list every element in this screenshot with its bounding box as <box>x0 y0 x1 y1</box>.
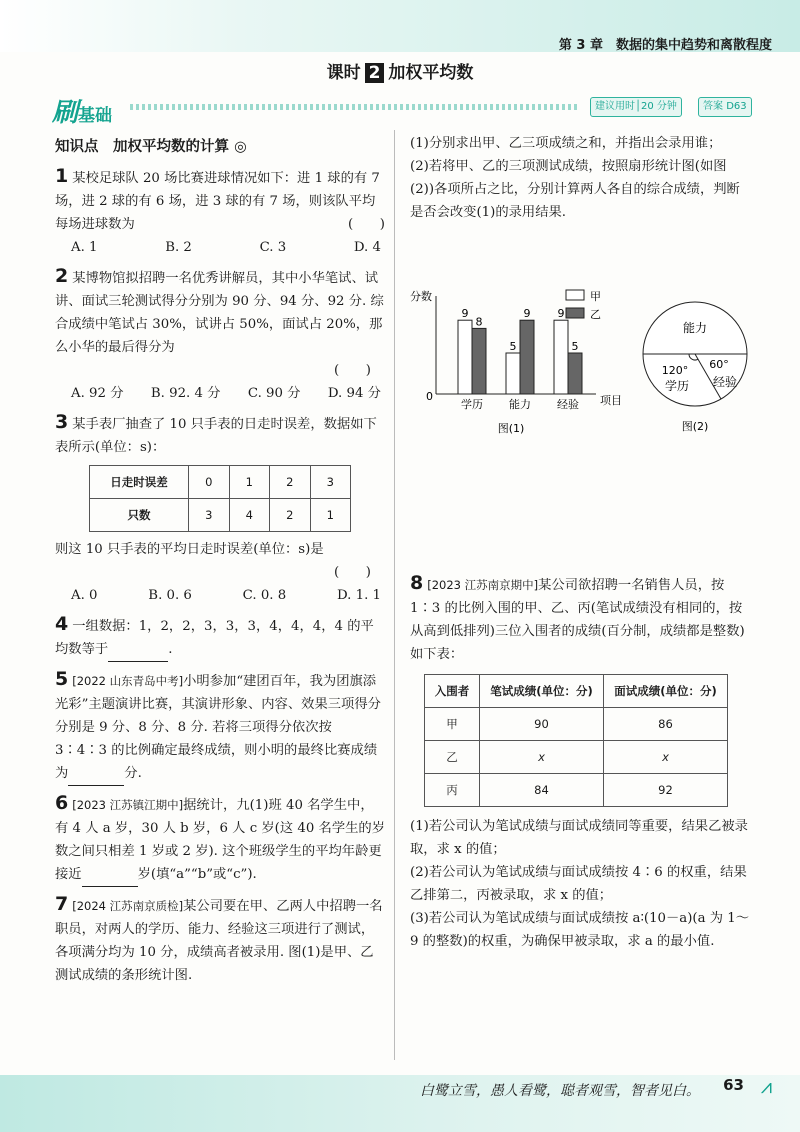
q2-options <box>55 382 385 405</box>
table-cell: x <box>480 741 604 774</box>
q7-number: 7 <box>55 893 69 915</box>
table-row <box>90 466 351 499</box>
q3-option-a[interactable]: A. 0 <box>71 588 98 603</box>
q8-sub3: (3)若公司认为笔试成绩与面试成绩按 a∶(10－a)(a 为 1～9 的整数)的权重，为确保甲被录取，求 a 的最小值. <box>410 911 750 949</box>
q1-option-b[interactable]: B. 2 <box>165 240 192 255</box>
q6-text: 据统计，九(1)班 40 名学生中，有 4 人 a 岁，30 人 b 岁，6 人 c 岁(这 40 名学生的岁数之间只相差 1 岁或 2 岁). 这个班级学生的平均年龄更接近 <box>55 798 386 882</box>
question-1 <box>55 165 385 259</box>
table-header: 入围者 <box>425 675 480 708</box>
q3-option-b[interactable]: B. 0. 6 <box>148 588 192 603</box>
tag-small: 基础 <box>78 106 113 126</box>
q1-text: 某校足球队 20 场比赛进球情况如下：进 1 球的有 7 场，进 2 球的有 6 场，进 3 球的有 7 场，则该队平均每场进球数为 <box>55 171 380 232</box>
table-cell: 2 <box>270 499 311 532</box>
q2-option-b[interactable]: B. 92. 4 分 <box>150 386 221 401</box>
lesson-prefix: 课时 <box>326 63 361 83</box>
bar-chart-figure <box>406 282 622 442</box>
q6-end: 岁(填“a”“b”或“c”). <box>137 867 257 882</box>
question-5 <box>55 668 385 786</box>
q3-text: 某手表厂抽查了 10 只手表的日走时误差，数据如下表所示(单位：s)： <box>55 417 377 455</box>
table-cell: x <box>604 741 728 774</box>
bar-label: 5 <box>571 340 579 353</box>
q6-blank[interactable] <box>82 863 138 887</box>
table-cell: 0 <box>189 466 230 499</box>
q3-option-c[interactable]: C. 0. 8 <box>242 588 287 603</box>
q2-paren: ( ) <box>334 363 371 378</box>
legend-swatch <box>566 290 584 300</box>
figure-caption: 图(2) <box>681 420 709 433</box>
x-tick-label: 经验 <box>557 398 579 411</box>
table-row <box>425 708 728 741</box>
table-cell: 3 <box>310 466 351 499</box>
q5-end: 分. <box>124 766 142 781</box>
q2-option-c[interactable]: C. 90 分 <box>247 386 301 401</box>
pie-chart <box>620 296 770 442</box>
table-row <box>90 499 351 532</box>
bar-乙-能力 <box>520 320 534 394</box>
question-2 <box>55 265 385 405</box>
q3-number: 3 <box>55 411 69 433</box>
legend-label: 乙 <box>590 308 601 321</box>
right-column <box>410 132 750 224</box>
q2-option-a[interactable]: A. 92 分 <box>71 386 124 401</box>
table-header-row <box>425 675 728 708</box>
left-column <box>55 136 385 987</box>
q2-number: 2 <box>55 265 69 287</box>
lesson-number: 2 <box>365 63 385 83</box>
table-cell: 丙 <box>425 774 480 807</box>
table-cell: 只数 <box>90 499 189 532</box>
q5-source: [2022 山东青岛中考] <box>72 674 184 688</box>
question-6 <box>55 792 385 887</box>
answer-value: D63 <box>726 101 747 112</box>
bar-label: 9 <box>523 307 531 321</box>
q1-paren: ( ) <box>348 217 385 232</box>
q2-option-d[interactable]: D. 94 分 <box>327 386 381 401</box>
q4-end: . <box>168 642 173 657</box>
question-7 <box>55 893 385 987</box>
q1-option-a[interactable]: A. 1 <box>71 240 98 255</box>
q1-options <box>55 236 385 259</box>
q6-number: 6 <box>55 792 69 814</box>
compass-icon: ⩘ <box>760 1074 772 1098</box>
q7-source: [2024 江苏南京质检] <box>72 899 184 913</box>
bar-chart <box>406 282 622 442</box>
q8-sub2: (2)若公司认为笔试成绩与面试成绩按 4∶6 的权重，结果乙排第二，丙被录取，求 x 的值； <box>410 865 747 903</box>
time-value: 20 分钟 <box>641 101 677 112</box>
bar-甲-能力 <box>506 353 520 394</box>
bar-乙-经验 <box>568 353 582 394</box>
question-8 <box>410 572 750 953</box>
table-row <box>425 741 728 774</box>
table-row <box>425 774 728 807</box>
pie-angle-label: 60° <box>709 358 729 371</box>
q3-options <box>55 584 385 607</box>
pie-angle-label: 120° <box>661 364 689 377</box>
column-divider <box>394 130 395 1060</box>
question-3 <box>55 411 385 607</box>
q7-sub1: (1)分别求出甲、乙三项成绩之和，并指出会录用谁； <box>410 136 722 151</box>
time-pill: 建议用时│20 分钟 <box>590 97 682 117</box>
bar-label: 8 <box>475 315 483 329</box>
y-axis-label: 分数 <box>410 290 432 303</box>
q3-table <box>89 465 351 532</box>
q2-text: 某博物馆拟招聘一名优秀讲解员，其中小华笔试、试讲、面试三轮测试得分分别为 90 分、94 分、92 分. 综合成绩中笔试占 30%，试讲占 50%，面试占 20%，那么小华的最后得分为 <box>55 271 384 355</box>
q8-number: 8 <box>410 572 424 594</box>
time-label: 建议用时 <box>595 101 635 112</box>
legend-label: 甲 <box>590 290 601 303</box>
table-cell: 1 <box>229 466 270 499</box>
table-cell: 1 <box>310 499 351 532</box>
lesson-name: 加权平均数 <box>388 63 474 83</box>
pie-chart-figure <box>620 296 770 442</box>
q8-text: 某公司欲招聘一名销售人员，按 1∶3 的比例入围的甲、乙、丙(笔试成绩没有相同的，按从高到低排列)三位入围者的成绩(百分制，成绩都是整数)如下表： <box>410 578 745 662</box>
table-cell: 日走时误差 <box>90 466 189 499</box>
bar-label: 9 <box>557 307 565 321</box>
tag-big: 刷 <box>52 98 79 128</box>
q5-number: 5 <box>55 668 69 690</box>
page-number: 63 <box>723 1076 744 1094</box>
bar-甲-经验 <box>554 320 568 394</box>
legend-swatch <box>566 308 584 318</box>
pie-slice-label: 能力 <box>682 321 708 335</box>
q3-text2: 则这 10 只手表的平均日走时误差(单位：s)是 <box>55 542 324 557</box>
target-icon: ◎ <box>234 139 247 155</box>
q5-blank[interactable] <box>68 762 124 786</box>
question-4 <box>55 613 385 662</box>
table-cell: 甲 <box>425 708 480 741</box>
q8-table <box>424 674 728 807</box>
table-cell: 86 <box>604 708 728 741</box>
table-header: 笔试成绩(单位：分) <box>480 675 604 708</box>
dotted-rule <box>130 104 580 110</box>
footer-motto: 白鹭立雪，愚人看鹭，聪者观雪，智者见白。 <box>420 1083 700 1099</box>
q7-sub2: (2)若将甲、乙的三项测试成绩，按照扇形统计图(如图(2))各项所占之比，分别计算两人各自的综合成绩，判断是否会改变(1)的录用结果. <box>410 159 740 220</box>
q8-source: [2023 江苏南京期中] <box>427 578 539 592</box>
table-cell: 3 <box>189 499 230 532</box>
answer-pill <box>698 97 752 117</box>
table-cell: 乙 <box>425 741 480 774</box>
q3-option-d[interactable]: D. 1. 1 <box>336 588 381 603</box>
q7-text: 某公司要在甲、乙两人中招聘一名职员，对两人的学历、能力、经验这三项进行了测试，各项满分均为 10 分，成绩高者被录用. 图(1)是甲、乙测试成绩的条形统计图. <box>55 899 383 983</box>
section-tag <box>52 92 112 129</box>
answer-label: 答案 <box>703 101 723 112</box>
bar-label: 5 <box>509 340 517 353</box>
q4-text: 一组数据：1，2，2，3，3，3，4，4，4，4 的平均数等于 <box>55 619 374 657</box>
bar-甲-学历 <box>458 320 472 394</box>
lesson-title <box>0 58 800 83</box>
table-cell: 90 <box>480 708 604 741</box>
knowledge-point: 知识点 加权平均数的计算 ◎ <box>55 139 247 155</box>
q6-source: [2023 江苏镇江期中] <box>72 798 184 812</box>
q1-option-c[interactable]: C. 3 <box>259 240 287 255</box>
chapter-title: 第 3 章 数据的集中趋势和离散程度 <box>558 38 772 53</box>
q5-text: 小明参加“建团百年，我为团旗添光彩”主题演讲比赛，其演讲形象、内容、效果三项得分分别是 9 分、8 分、8 分. 若将三项得分依次按 3∶4∶3 的比例确定最终成绩，则小明的最终比赛成绩为 <box>55 674 381 781</box>
table-cell: 4 <box>229 499 270 532</box>
q3-paren: ( ) <box>334 565 371 580</box>
bar-label: 9 <box>461 307 469 321</box>
x-axis-label: 项目 <box>600 394 622 407</box>
table-cell: 92 <box>604 774 728 807</box>
table-cell: 84 <box>480 774 604 807</box>
q8-sub1: (1)若公司认为笔试成绩与面试成绩同等重要，结果乙被录取，求 x 的值； <box>410 819 748 857</box>
table-header: 面试成绩(单位：分) <box>604 675 728 708</box>
q4-number: 4 <box>55 613 69 635</box>
q4-blank[interactable] <box>108 638 168 662</box>
pie-slice-label: 经验 <box>712 375 738 389</box>
x-tick-label: 能力 <box>509 398 531 411</box>
table-cell: 2 <box>270 466 311 499</box>
figure-caption: 图(1) <box>497 422 525 435</box>
q1-option-d[interactable]: D. 4 <box>353 240 381 255</box>
pie-slice-label: 学历 <box>664 379 690 393</box>
q1-number: 1 <box>55 165 69 187</box>
x-tick-label: 学历 <box>461 398 483 411</box>
bar-乙-学历 <box>472 328 486 394</box>
origin-label: 0 <box>426 390 433 403</box>
